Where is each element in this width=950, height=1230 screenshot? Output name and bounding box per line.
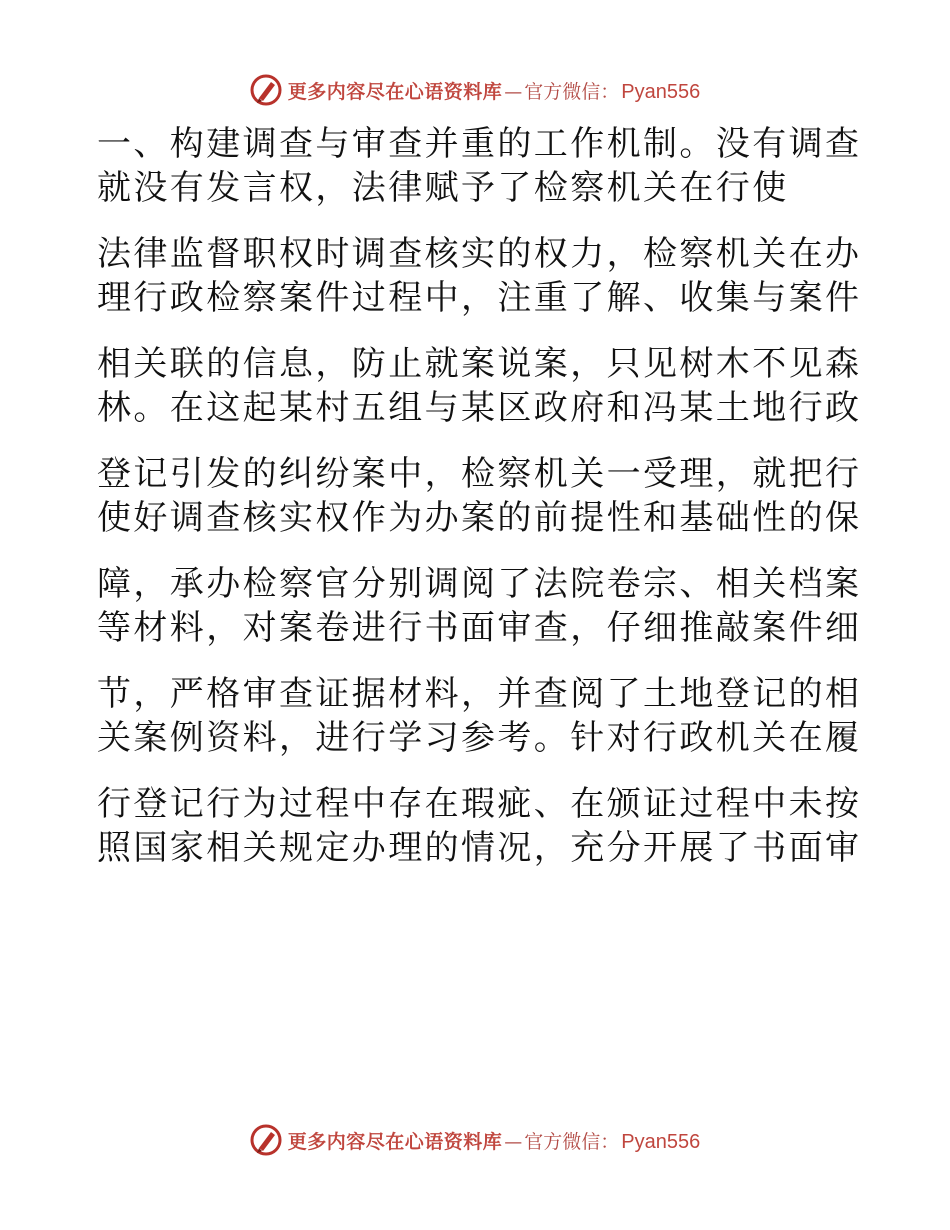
header-banner-wechat-id: Pyan556 [621,80,701,103]
footer-banner-wechat-id: Pyan556 [621,1130,701,1153]
header-banner [0,70,950,110]
footer-banner-text [288,1127,701,1154]
document-body [97,122,862,870]
body-line: 行登记行为过程中存在瑕疵、在颁证过程中未按 [97,784,862,824]
header-banner-dash: — [504,81,523,103]
body-line: 节，严格审查证据材料，并查阅了土地登记的相 [97,674,862,714]
body-line: 相关联的信息，防止就案说案，只见树木不见森 [97,344,862,384]
body-line: 林。在这起某村五组与某区政府和冯某土地行政 [97,388,862,428]
body-line: 照国家相关规定办理的情况，充分开展了书面审 [97,828,862,868]
body-line: 一、构建调查与审查并重的工作机制。没有调查 [97,124,862,164]
body-line: 障，承办检察官分别调阅了法院卷宗、相关档案 [97,564,862,604]
body-line: 法律监督职权时调查核实的权力，检察机关在办 [97,234,862,274]
body-line: 登记引发的纠纷案中，检察机关一受理，就把行 [97,454,862,494]
pen-logo-icon [250,74,282,106]
body-line: 就没有发言权，法律赋予了检察机关在行使 [97,168,789,208]
pen-logo-icon [250,1124,282,1156]
header-banner-wechat-label: 官方微信： [524,80,620,103]
footer-banner-wechat-label: 官方微信： [524,1130,620,1153]
footer-banner-title: 更多内容尽在心语资料库 [287,1130,503,1153]
body-line: 关案例资料，进行学习参考。针对行政机关在履 [97,718,862,758]
footer-banner-dash: — [504,1131,523,1153]
body-line: 等材料，对案卷进行书面审查，仔细推敲案件细 [97,608,862,648]
footer-banner [0,1120,950,1160]
header-banner-text [288,77,701,104]
body-line: 使好调查核实权作为办案的前提性和基础性的保 [97,498,862,538]
header-banner-title: 更多内容尽在心语资料库 [287,80,503,103]
body-line: 理行政检察案件过程中，注重了解、收集与案件 [97,278,862,318]
